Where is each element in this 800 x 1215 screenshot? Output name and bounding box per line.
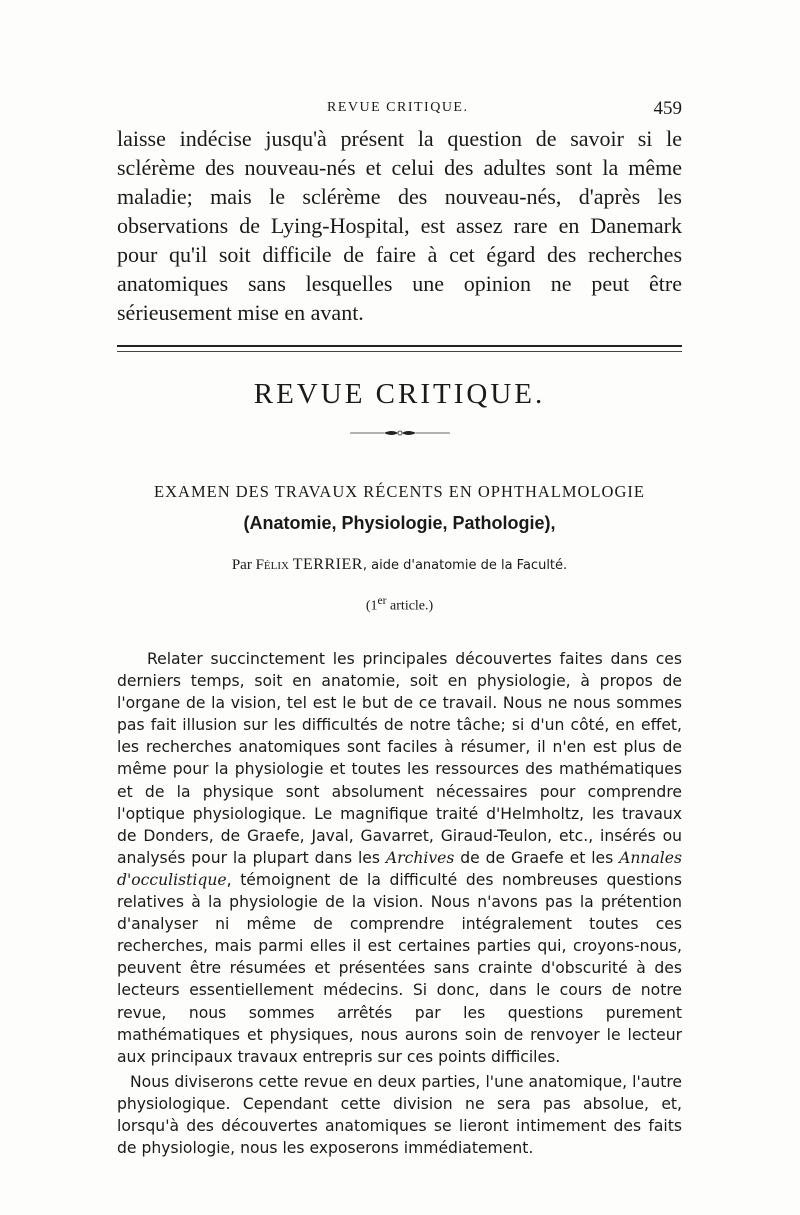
p1-text-c: , témoignent de la difficulté des nombreuses questions relatives à la physiologie de la vision. Nous n'avons pas la prétention d'analyser ni même de comprendre intégralement toutes ces recherches, mais parmi elles il est certaines parties qui, croyons-nous, peuvent être résumées et présentées sans crainte d'obscurité à des lecteurs essentiellement médecins. Si donc, dans le cours de notre revue, nous sommes arrêtés par les questions purement mathématiques et physiques, nous aurons soin de renvoyer le lecteur aux principaux travaux entrepris sur ces points difficiles. <box>117 870 682 1066</box>
body-paragraph-2: Nous diviserons cette revue en deux parties, l'une anatomique, l'autre physiologique. Cependant cette division ne sera pas absolue, et, lorsqu'à des découvertes anatomiques se lieront intimement des faits de physiologie, nous les exposerons immédiatement. <box>117 1073 682 1158</box>
note-suffix: article.) <box>386 598 434 614</box>
continued-paragraph: laisse indécise jusqu'à présent la question de savoir si le sclérème des nouveau-nés et celui des adultes sont la même maladie; mais le sclérème des nouveau-nés, d'après les observations de Lying-Hospital, est assez rare en Danemark pour qu'il soit difficile de faire à cet égard des recherches anatomiques sans lesquelles une opinion ne peut être sérieusement mise en avant. <box>117 126 682 325</box>
note-prefix: (1 <box>365 598 378 614</box>
article-note <box>117 594 682 615</box>
body-paragraph-1 <box>117 648 682 1068</box>
journal-archives: Archives <box>385 848 455 867</box>
p1-text-b: de de Graefe et les <box>454 848 620 867</box>
journal-annales: Annales d'occulistique <box>117 848 682 889</box>
byline <box>117 556 682 574</box>
section-title: REVUE CRITIQUE. <box>253 378 546 410</box>
article-subtitle: (Anatomie, Physiologie, Pathologie), <box>243 513 556 533</box>
running-title: REVUE CRITIQUE. <box>327 100 469 115</box>
ornament-divider <box>350 428 450 438</box>
ornament-leaf-left <box>384 431 398 435</box>
running-head <box>117 98 682 122</box>
note-superscript: er <box>377 594 387 607</box>
byline-prefix: Par <box>231 557 252 573</box>
section-divider-thin <box>117 351 682 352</box>
article-title: EXAMEN DES TRAVAUX RÉCENTS EN OPHTHALMOLOGIE <box>154 482 645 501</box>
ornament-leaf-right <box>402 431 416 435</box>
author-role: , aide d'anatomie de la Faculté. <box>362 558 568 573</box>
section-divider-thick <box>117 345 682 347</box>
page-number: 459 <box>653 98 682 119</box>
p1-text-a: Relater succinctement les principales découvertes faites dans ces derniers temps, soit en anatomie, soit en physiologie, à propos de l'organe de la vision, tel est le but de ce travail. Nous ne nous sommes pas fait illusion sur les difficultés de notre tâche; si d'un côté, en effet, les recherches anatomiques sont faciles à résumer, il n'en est plus de même pour la physiologie et toutes les ressources des mathématiques et de la physique sont absolument nécessaires pour comprendre l'optique physiologique. Le magnifique traité d'Helmholtz, les travaux de Donders, de Graefe, Javal, Gavarret, Giraud-Teulon, etc., insérés ou analysés pour la plupart dans les <box>117 650 682 867</box>
author-last-name: TERRIER <box>292 556 363 573</box>
author-first-name: Félix <box>255 557 289 573</box>
ornament-dot <box>398 431 402 435</box>
